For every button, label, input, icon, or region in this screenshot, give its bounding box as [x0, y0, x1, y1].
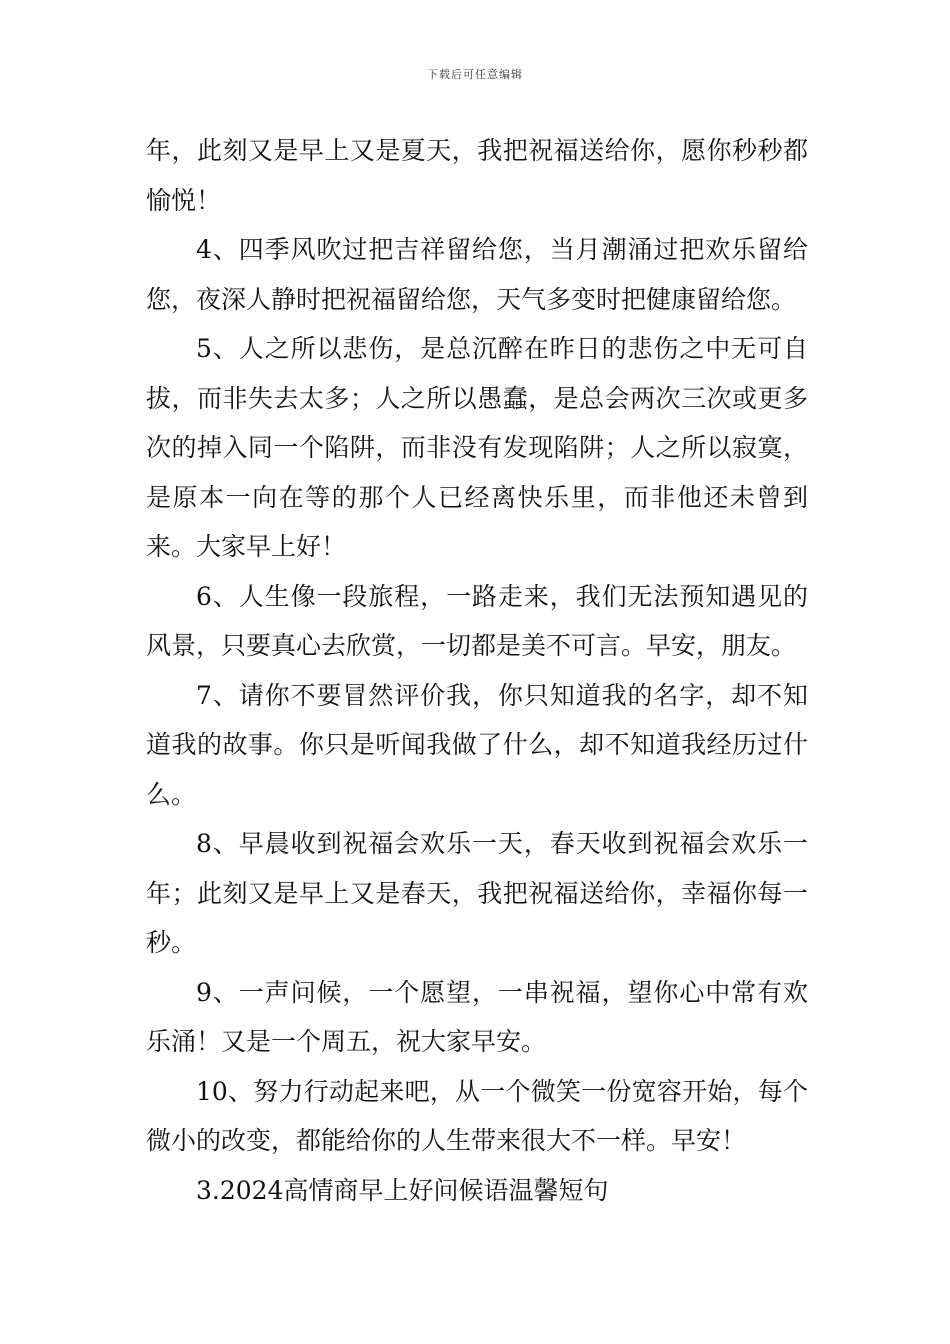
paragraph-item-6: 6、人生像一段旅程，一路走来，我们无法预知遇见的风景，只要真心去欣赏，一切都是美不可言。早安，朋友。 — [146, 581, 808, 660]
paragraph-continued: 年，此刻又是早上又是夏天，我把祝福送给你，愿你秒秒都愉悦！ — [146, 136, 808, 215]
paragraph-item-9: 9、一声问候，一个愿望，一串祝福，望你心中常有欢乐涌！又是一个周五，祝大家早安。 — [146, 977, 808, 1056]
document-body — [146, 126, 808, 1215]
paragraph-item-8: 8、早晨收到祝福会欢乐一天，春天收到祝福会欢乐一年；此刻又是早上又是春天，我把祝福送给你，幸福你每一秒。 — [146, 829, 808, 957]
paragraph-item-5: 5、人之所以悲伤，是总沉醉在昨日的悲伤之中无可自拔，而非失去太多；人之所以愚蠢，是总会两次三次或更多次的掉入同一个陷阱，而非没有发现陷阱；人之所以寂寞，是原本一向在等的那个人已经离快乐里，而非他还未曾到来。大家早上好！ — [146, 334, 808, 561]
section-heading: 3.2024高情商早上好问候语温馨短句 — [196, 1175, 609, 1205]
paragraph-item-10: 10、努力行动起来吧，从一个微笑一份宽容开始，每个微小的改变，都能给你的人生带来很大不一样。早安！ — [146, 1076, 808, 1155]
paragraph-item-4: 4、四季风吹过把吉祥留给您，当月潮涌过把欢乐留给您，夜深人静时把祝福留给您，天气多变时把健康留给您。 — [146, 235, 808, 314]
paragraph-item-7: 7、请你不要冒然评价我，你只知道我的名字，却不知道我的故事。你只是听闻我做了什么，却不知道我经历过什么。 — [146, 680, 808, 809]
page-header: 下载后可任意编辑 — [427, 68, 523, 81]
